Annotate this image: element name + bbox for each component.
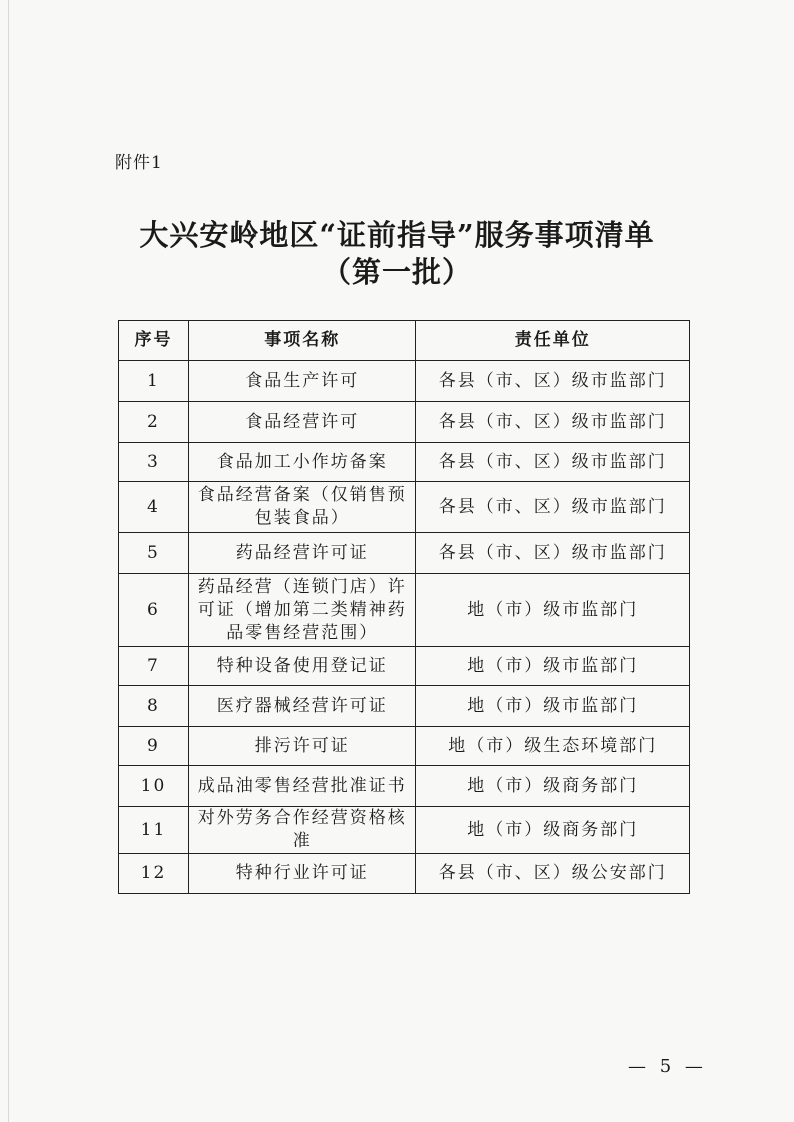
row-number: 8 bbox=[119, 686, 189, 727]
row-item-name: 食品经营备案（仅销售预包装食品） bbox=[188, 482, 416, 533]
row-number: 4 bbox=[119, 482, 189, 533]
row-item-name: 药品经营（连锁门店）许可证（增加第二类精神药品零售经营范围） bbox=[188, 574, 416, 647]
table-header-row bbox=[119, 321, 690, 361]
scan-edge-line bbox=[8, 0, 9, 1122]
attachment-label: 附件1 bbox=[115, 153, 163, 173]
header-responsible-unit: 责任单位 bbox=[416, 321, 690, 361]
table-row bbox=[119, 727, 690, 766]
table-row bbox=[119, 443, 690, 482]
row-item-name: 食品经营许可 bbox=[188, 402, 416, 443]
row-responsible-unit: 各县（市、区）级市监部门 bbox=[416, 361, 690, 402]
row-number: 6 bbox=[119, 574, 189, 647]
header-number: 序号 bbox=[119, 321, 189, 361]
row-number: 7 bbox=[119, 647, 189, 686]
row-responsible-unit: 各县（市、区）级市监部门 bbox=[416, 482, 690, 533]
row-number: 10 bbox=[119, 766, 189, 807]
row-number: 1 bbox=[119, 361, 189, 402]
row-responsible-unit: 地（市）级市监部门 bbox=[416, 647, 690, 686]
row-responsible-unit: 地（市）级生态环境部门 bbox=[416, 727, 690, 766]
row-item-name: 特种行业许可证 bbox=[188, 854, 416, 894]
table-row bbox=[119, 361, 690, 402]
table-row bbox=[119, 482, 690, 533]
row-number: 12 bbox=[119, 854, 189, 894]
table-row bbox=[119, 533, 690, 574]
table-row bbox=[119, 647, 690, 686]
table-row bbox=[119, 854, 690, 894]
table-row bbox=[119, 807, 690, 854]
row-item-name: 医疗器械经营许可证 bbox=[188, 686, 416, 727]
row-item-name: 对外劳务合作经营资格核准 bbox=[188, 807, 416, 854]
document-subtitle: （第一批） bbox=[321, 255, 472, 289]
row-number: 2 bbox=[119, 402, 189, 443]
row-number: 3 bbox=[119, 443, 189, 482]
row-responsible-unit: 各县（市、区）级公安部门 bbox=[416, 854, 690, 894]
document-title: 大兴安岭地区“证前指导”服务事项清单 bbox=[139, 218, 655, 252]
row-item-name: 排污许可证 bbox=[188, 727, 416, 766]
row-number: 9 bbox=[119, 727, 189, 766]
row-responsible-unit: 地（市）级市监部门 bbox=[416, 574, 690, 647]
table-row bbox=[119, 686, 690, 727]
row-item-name: 食品生产许可 bbox=[188, 361, 416, 402]
row-responsible-unit: 地（市）级商务部门 bbox=[416, 766, 690, 807]
row-responsible-unit: 各县（市、区）级市监部门 bbox=[416, 443, 690, 482]
row-item-name: 成品油零售经营批准证书 bbox=[188, 766, 416, 807]
service-items-table bbox=[118, 320, 690, 894]
row-item-name: 药品经营许可证 bbox=[188, 533, 416, 574]
table-row bbox=[119, 402, 690, 443]
row-number: 11 bbox=[119, 807, 189, 854]
row-responsible-unit: 各县（市、区）级市监部门 bbox=[416, 402, 690, 443]
row-item-name: 特种设备使用登记证 bbox=[188, 647, 416, 686]
row-responsible-unit: 各县（市、区）级市监部门 bbox=[416, 533, 690, 574]
row-responsible-unit: 地（市）级商务部门 bbox=[416, 807, 690, 854]
row-item-name: 食品加工小作坊备案 bbox=[188, 443, 416, 482]
page-number: — 5 — bbox=[628, 1056, 707, 1077]
table-row bbox=[119, 574, 690, 647]
row-number: 5 bbox=[119, 533, 189, 574]
table-row bbox=[119, 766, 690, 807]
row-responsible-unit: 地（市）级市监部门 bbox=[416, 686, 690, 727]
header-item-name: 事项名称 bbox=[188, 321, 416, 361]
